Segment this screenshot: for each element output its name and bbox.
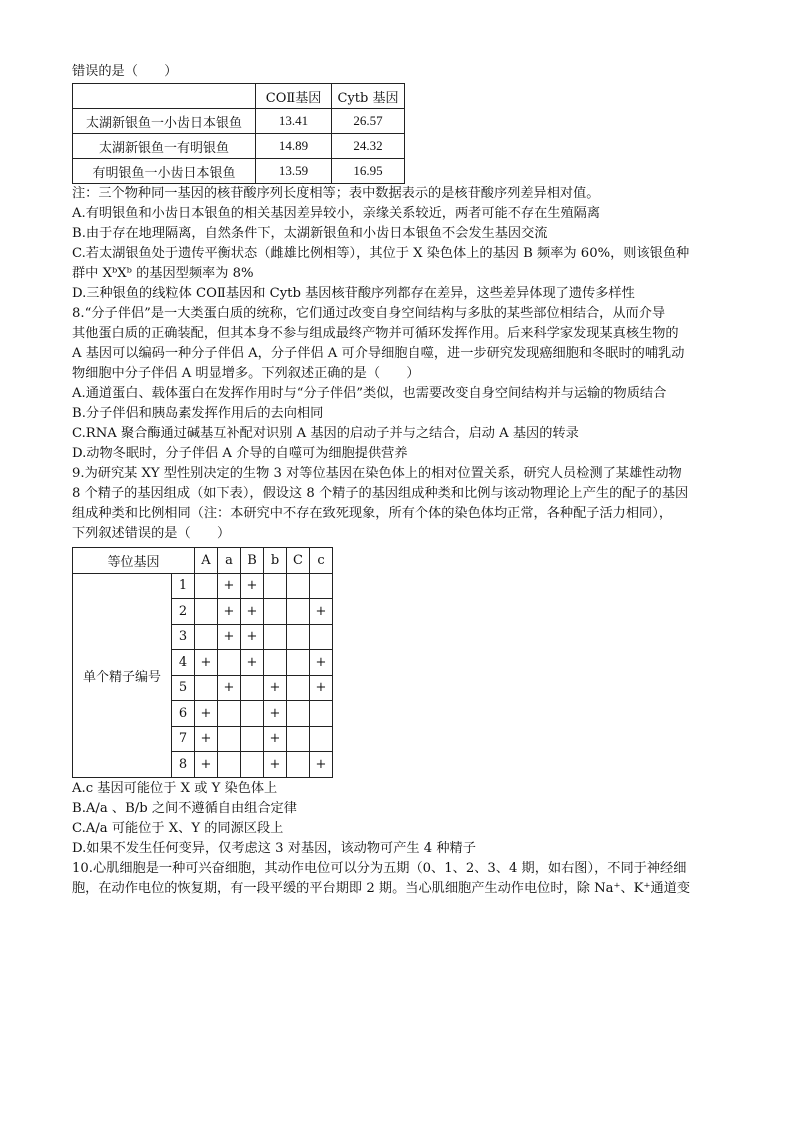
sperm-id-cell: 8 (172, 752, 195, 778)
gene-presence-cell (195, 573, 218, 599)
gene-presence-cell: + (264, 726, 287, 752)
gene-presence-cell (195, 675, 218, 701)
table-row (73, 159, 405, 184)
table-header-cell: COⅡ基因 (256, 84, 332, 109)
sperm-id-cell: 3 (172, 624, 195, 650)
sperm-id-cell: 4 (172, 650, 195, 676)
question-stem-line: 8 个精子的基因组成（如下表），假设这 8 个精子的基因组成种类和比例与该动物理论上产生的配子的基因 (72, 486, 689, 501)
gene-presence-cell: + (310, 675, 333, 701)
table-header-row (73, 548, 333, 574)
gene-presence-cell (195, 624, 218, 650)
gene-presence-cell: + (310, 650, 333, 676)
gene-header-cell: B (241, 548, 264, 574)
gene-presence-cell (287, 726, 310, 752)
table-row (73, 109, 405, 134)
nucleotide-difference-table (72, 83, 405, 184)
option-c-continued: 群中 XᵇXᵇ 的基因型频率为 8% (72, 266, 254, 281)
gene-header-cell: a (218, 548, 241, 574)
species-pair-cell: 太湖新银鱼一有明银鱼 (73, 134, 256, 159)
gene-presence-cell: + (241, 599, 264, 625)
question-stem-line: 9.为研究某 XY 型性别决定的生物 3 对等位基因在染色体上的相对位置关系，研究人员检测了某雄性动物 (72, 466, 682, 481)
table-row (73, 573, 333, 599)
gene-presence-cell: + (195, 726, 218, 752)
gene-header-cell: b (264, 548, 287, 574)
gene-presence-cell: + (264, 675, 287, 701)
gene-presence-cell: + (195, 650, 218, 676)
table-note: 注：三个物种同一基因的核苷酸序列长度相等；表中数据表示的是核苷酸序列差异相对值。 (72, 186, 600, 201)
gene-presence-cell: + (218, 624, 241, 650)
value-cell: 24.32 (332, 134, 405, 159)
question-stem-line: 物细胞中分子伴侣 A 明显增多。下列叙述正确的是（ ） (72, 366, 420, 381)
table-header-cell (73, 84, 256, 109)
gene-presence-cell (241, 675, 264, 701)
gene-presence-cell (264, 599, 287, 625)
table-row (73, 134, 405, 159)
option-b: B.A/a 、B/b 之间不遵循自由组合定律 (72, 800, 297, 816)
gene-presence-cell (218, 701, 241, 727)
gene-presence-cell (310, 726, 333, 752)
option-d: D.三种银鱼的线粒体 COⅡ基因和 Cytb 基因核苷酸序列都存在差异，这些差异体现了遗传多样性 (72, 286, 635, 301)
gene-presence-cell: + (218, 573, 241, 599)
option-d: D.如果不发生任何变异，仅考虑这 3 对基因，该动物可产生 4 种精子 (72, 840, 476, 856)
gene-presence-cell (241, 701, 264, 727)
option-b: B.分子伴侣和胰岛素发挥作用后的去向相同 (72, 406, 324, 421)
gene-presence-cell: + (195, 701, 218, 727)
gene-presence-cell (287, 624, 310, 650)
gene-header-cell: c (310, 548, 333, 574)
gene-presence-cell: + (218, 599, 241, 625)
gene-presence-cell (218, 650, 241, 676)
sperm-id-cell: 7 (172, 726, 195, 752)
table-header-cell: Cytb 基因 (332, 84, 405, 109)
gene-presence-cell: + (241, 650, 264, 676)
gene-header-cell: C (287, 548, 310, 574)
species-pair-cell: 有明银鱼一小齿日本银鱼 (73, 159, 256, 184)
gene-presence-cell: + (310, 752, 333, 778)
option-c: C.若太湖银鱼处于遗传平衡状态（雌雄比例相等），其位于 X 染色体上的基因 B 频率为 60%，则该银鱼种 (72, 246, 690, 261)
gene-presence-cell (264, 650, 287, 676)
table-header-row (73, 84, 405, 109)
question-stem-line: 组成种类和比例相同（注：本研究中不存在致死现象，所有个体的染色体均正常，各种配子活力相同）， (72, 506, 673, 521)
row-label-cell: 单个精子编号 (73, 573, 172, 777)
sperm-id-cell: 2 (172, 599, 195, 625)
gene-presence-cell (287, 701, 310, 727)
gene-presence-cell: + (218, 675, 241, 701)
gene-presence-cell: + (264, 701, 287, 727)
gene-presence-cell (218, 752, 241, 778)
sperm-id-cell: 1 (172, 573, 195, 599)
question-stem-line: A 基因可以编码一种分子伴侣 A，分子伴侣 A 可介导细胞自噬，进一步研究发现癌细胞和冬眠时的哺乳动 (72, 346, 685, 361)
option-b: B.由于存在地理隔离，自然条件下，太湖新银鱼和小齿日本银鱼不会发生基因交流 (72, 226, 548, 241)
value-cell: 14.89 (256, 134, 332, 159)
option-c: C.RNA 聚合酶通过碱基互补配对识别 A 基因的启动子并与之结合，启动 A 基因的转录 (72, 426, 579, 441)
gene-presence-cell (241, 752, 264, 778)
gene-presence-cell: + (241, 573, 264, 599)
question-stem-line: 其他蛋白质的正确装配，但其本身不参与组成最终产物并可循环发挥作用。后来科学家发现某真核生物的 (72, 326, 679, 341)
question-stem-line: 8.“分子伴侣”是一大类蛋白质的统称，它们通过改变自身空间结构与多肽的某些部位相结合，从而介导 (72, 306, 666, 321)
gene-presence-cell: + (195, 752, 218, 778)
option-c: C.A/a 可能位于 X、Y 的同源区段上 (72, 820, 284, 836)
gene-header-cell: A (195, 548, 218, 574)
question-stem-line: 胞，在动作电位的恢复期，有一段平缓的平台期即 2 期。当心肌细胞产生动作电位时，除 Na⁺、K⁺通道变 (72, 880, 691, 896)
gene-presence-cell (310, 624, 333, 650)
gene-presence-cell (310, 573, 333, 599)
gene-presence-cell (310, 701, 333, 727)
gene-presence-cell: + (310, 599, 333, 625)
option-a: A.通道蛋白、载体蛋白在发挥作用时与“分子伴侣”类似，也需要改变自身空间结构并与运输的物质结合 (72, 386, 667, 401)
gene-presence-cell (287, 573, 310, 599)
question-stem-tail: 错误的是（ ） (72, 64, 178, 79)
gene-presence-cell (287, 650, 310, 676)
gene-presence-cell: + (264, 752, 287, 778)
gene-presence-cell (264, 573, 287, 599)
sperm-id-cell: 6 (172, 701, 195, 727)
gene-presence-cell (287, 752, 310, 778)
gene-presence-cell: + (241, 624, 264, 650)
option-a: A.有明银鱼和小齿日本银鱼的相关基因差异较小，亲缘关系较近，两者可能不存在生殖隔离 (72, 206, 601, 221)
option-d: D.动物冬眠时，分子伴侣 A 介导的自噬可为细胞提供营养 (72, 446, 408, 461)
question-stem-line: 下列叙述错误的是（ ） (72, 526, 231, 541)
sperm-genotype-table (72, 547, 333, 778)
gene-presence-cell (241, 726, 264, 752)
gene-presence-cell (218, 726, 241, 752)
header-label-cell: 等位基因 (73, 548, 195, 574)
option-a: A.c 基因可能位于 X 或 Y 染色体上 (72, 780, 278, 796)
document-page (72, 62, 724, 899)
value-cell: 13.41 (256, 109, 332, 134)
gene-presence-cell (195, 599, 218, 625)
species-pair-cell: 太湖新银鱼一小齿日本银鱼 (73, 109, 256, 134)
gene-presence-cell (287, 599, 310, 625)
sperm-id-cell: 5 (172, 675, 195, 701)
value-cell: 13.59 (256, 159, 332, 184)
value-cell: 26.57 (332, 109, 405, 134)
question-stem-line: 10.心肌细胞是一种可兴奋细胞，其动作电位可以分为五期（0、1、2、3、4 期，如右图），不同于神经细 (72, 860, 687, 876)
gene-presence-cell (264, 624, 287, 650)
value-cell: 16.95 (332, 159, 405, 184)
gene-presence-cell (287, 675, 310, 701)
